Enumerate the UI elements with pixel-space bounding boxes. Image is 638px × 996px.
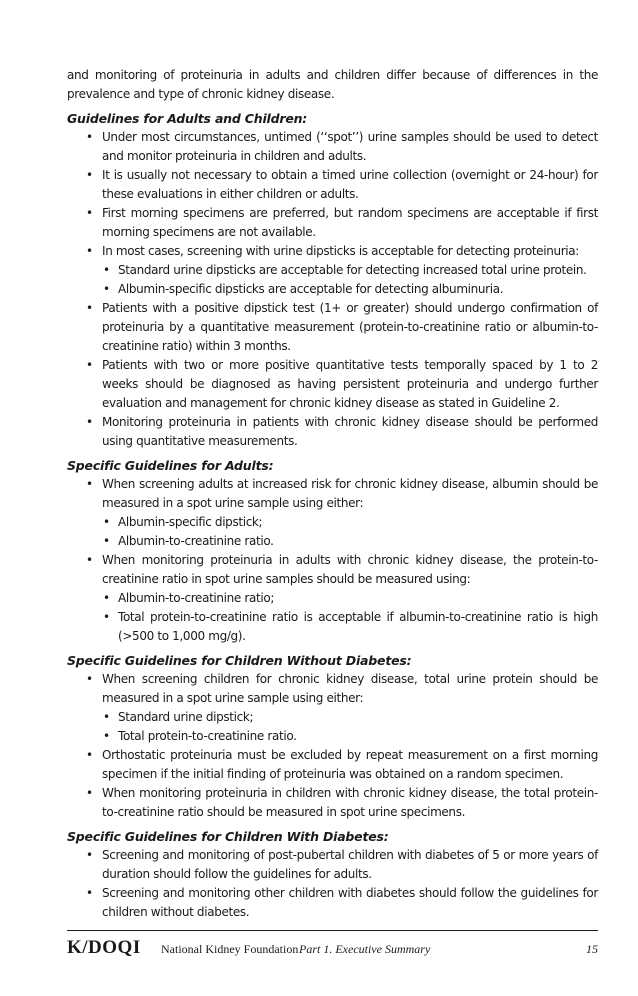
bullet-icon: • xyxy=(86,130,93,144)
footer-rule xyxy=(67,930,598,931)
bullet-icon: • xyxy=(103,282,110,296)
sub-item xyxy=(102,608,598,646)
guideline-item xyxy=(67,670,598,746)
sub-item-text: Albumin-to-creatinine ratio. xyxy=(118,534,274,548)
bullet-icon: • xyxy=(86,886,93,900)
section-heading: Specific Guidelines for Adults: xyxy=(67,458,274,473)
bullet-icon: • xyxy=(86,848,93,862)
bullet-icon: • xyxy=(86,748,93,762)
guideline-item xyxy=(67,356,598,413)
guideline-item xyxy=(67,128,598,166)
guideline-item xyxy=(67,242,598,299)
sub-item xyxy=(102,532,598,551)
guideline-list xyxy=(67,846,598,922)
sub-list xyxy=(102,589,598,646)
page-number: 15 xyxy=(586,942,598,956)
bullet-icon: • xyxy=(103,263,110,277)
guideline-text: Screening and monitoring of post-pubertal children with diabetes of 5 or more years of duration should follow the guidelines for adults. xyxy=(102,848,598,881)
bullet-icon: • xyxy=(86,553,93,567)
guideline-text: When monitoring proteinuria in adults with chronic kidney disease, the protein-to-creatinine ratio in spot urine samples should be measured using: xyxy=(102,553,598,586)
guideline-text: When screening adults at increased risk for chronic kidney disease, albumin should be measured in a spot urine sample using either: xyxy=(102,477,598,510)
sub-list xyxy=(102,513,598,551)
guideline-text: In most cases, screening with urine dipsticks is acceptable for detecting proteinuria: xyxy=(102,244,579,258)
bullet-icon: • xyxy=(103,534,110,548)
guideline-text: When screening children for chronic kidney disease, total urine protein should be measured in a spot urine sample using either: xyxy=(102,672,598,705)
guideline-text: It is usually not necessary to obtain a timed urine collection (overnight or 24-hour) for these evaluations in either children or adults. xyxy=(102,168,598,201)
sub-item-text: Albumin-specific dipsticks are acceptable for detecting albuminuria. xyxy=(118,282,504,296)
guideline-text: Patients with two or more positive quantitative tests temporally spaced by 1 to 2 weeks should be diagnosed as having persistent proteinuria and undergo further evaluation and management for chronic kidney disease as stated in Guideline 2. xyxy=(102,358,598,410)
guideline-item xyxy=(67,475,598,551)
guideline-item xyxy=(67,746,598,784)
guideline-text: Orthostatic proteinuria must be excluded by repeat measurement on a first morning specimen if the initial finding of proteinuria was obtained on a random specimen. xyxy=(102,748,598,781)
sub-item xyxy=(102,708,598,727)
footer-organization: National Kidney Foundation xyxy=(161,942,299,956)
guideline-text: First morning specimens are preferred, but random specimens are acceptable if first morning specimens are not available. xyxy=(102,206,598,239)
sub-item xyxy=(102,261,598,280)
guideline-list xyxy=(67,475,598,646)
bullet-icon: • xyxy=(86,672,93,686)
bullet-icon: • xyxy=(86,358,93,372)
intro-paragraph: and monitoring of proteinuria in adults and children differ because of differences in the prevalence and type of chronic kidney disease. xyxy=(67,68,598,101)
footer-section-title: Part 1. Executive Summary xyxy=(299,942,431,956)
sub-item-text: Standard urine dipsticks are acceptable for detecting increased total urine protein. xyxy=(118,263,587,277)
guideline-list xyxy=(67,128,598,451)
sub-item xyxy=(102,589,598,608)
sub-list xyxy=(102,708,598,746)
page-footer xyxy=(67,937,598,959)
bullet-icon: • xyxy=(86,206,93,220)
bullet-icon: • xyxy=(86,477,93,491)
guideline-item xyxy=(67,204,598,242)
guideline-list xyxy=(67,670,598,822)
guideline-item xyxy=(67,551,598,646)
sub-item-text: Total protein-to-creatinine ratio. xyxy=(118,729,297,743)
bullet-icon: • xyxy=(103,710,110,724)
bullet-icon: • xyxy=(86,301,93,315)
sub-list xyxy=(102,261,598,299)
bullet-icon: • xyxy=(86,168,93,182)
sub-item-text: Total protein-to-creatinine ratio is acceptable if albumin-to-creatinine ratio is high (>500 to 1,000 mg/g). xyxy=(118,610,598,643)
bullet-icon: • xyxy=(103,729,110,743)
page-body xyxy=(67,66,598,922)
guideline-text: Monitoring proteinuria in patients with chronic kidney disease should be performed using quantitative measurements. xyxy=(102,415,598,448)
bullet-icon: • xyxy=(103,591,110,605)
guideline-item xyxy=(67,413,598,451)
guideline-text: When monitoring proteinuria in children with chronic kidney disease, the total protein-to-creatinine ratio should be measured in spot urine specimens. xyxy=(102,786,598,819)
kdoqi-logo: K/DOQI xyxy=(67,937,141,958)
sections-container xyxy=(67,109,598,922)
bullet-icon: • xyxy=(103,515,110,529)
bullet-icon: • xyxy=(103,610,110,624)
guideline-text: Under most circumstances, untimed (‘‘spot’’) urine samples should be used to detect and monitor proteinuria in children and adults. xyxy=(102,130,598,163)
guideline-item xyxy=(67,884,598,922)
section-heading: Specific Guidelines for Children With Diabetes: xyxy=(67,829,389,844)
guideline-text: Screening and monitoring other children with diabetes should follow the guidelines for children without diabetes. xyxy=(102,886,598,919)
guideline-item xyxy=(67,784,598,822)
section-heading: Guidelines for Adults and Children: xyxy=(67,111,308,126)
guideline-text: Patients with a positive dipstick test (1+ or greater) should undergo confirmation of proteinuria by a quantitative measurement (protein-to-creatinine ratio or albumin-to-creatinine ratio) within 3 months. xyxy=(102,301,598,353)
sub-item xyxy=(102,727,598,746)
guideline-item xyxy=(67,299,598,356)
guideline-item xyxy=(67,846,598,884)
sub-item xyxy=(102,280,598,299)
section-heading: Specific Guidelines for Children Without Diabetes: xyxy=(67,653,412,668)
sub-item-text: Standard urine dipstick; xyxy=(118,710,254,724)
sub-item xyxy=(102,513,598,532)
bullet-icon: • xyxy=(86,244,93,258)
sub-item-text: Albumin-to-creatinine ratio; xyxy=(118,591,275,605)
guideline-item xyxy=(67,166,598,204)
bullet-icon: • xyxy=(86,786,93,800)
sub-item-text: Albumin-specific dipstick; xyxy=(118,515,263,529)
bullet-icon: • xyxy=(86,415,93,429)
